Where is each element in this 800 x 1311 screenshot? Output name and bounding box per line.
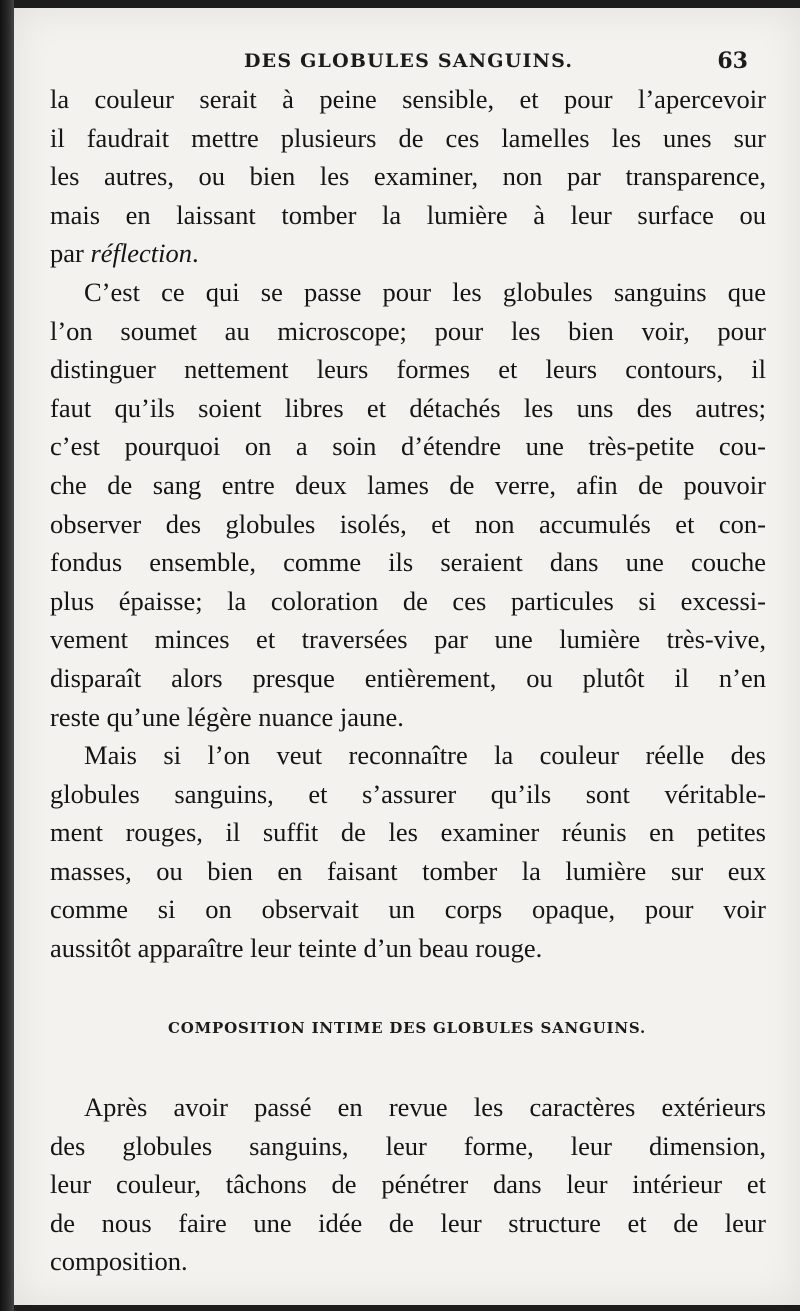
text-line: la couleur serait à peine sensible, et pour l’apercevoir xyxy=(50,84,766,114)
running-head-title: DES GLOBULES SANGUINS. xyxy=(244,50,574,72)
text-line: composition. xyxy=(50,1246,188,1277)
text-line: disparaît alors presque entièrement, ou plutôt il n’en xyxy=(50,662,766,693)
text-fragment: . xyxy=(192,238,199,269)
body-text-top xyxy=(50,80,766,968)
running-head xyxy=(14,46,800,80)
section-heading: COMPOSITION INTIME DES GLOBULES SANGUINS. xyxy=(168,1019,646,1037)
text-line: des globules sanguins, leur forme, leur dimension, xyxy=(50,1130,766,1161)
text-fragment: par xyxy=(50,238,91,269)
text-line: masses, ou bien en faisant tomber la lumière sur eux xyxy=(50,855,766,886)
text-line: observer des globules isolés, et non accumulés et con- xyxy=(50,508,766,539)
paragraph-4 xyxy=(50,1088,766,1281)
text-line: il faudrait mettre plusieurs de ces lamelles les unes sur xyxy=(50,122,766,153)
book-page xyxy=(14,8,800,1305)
text-line: distinguer nettement leurs formes et leurs contours, il xyxy=(50,354,766,385)
text-line: les autres, ou bien les examiner, non par transparence, xyxy=(50,161,766,192)
text-line: leur couleur, tâchons de pénétrer dans leur intérieur et xyxy=(50,1169,766,1200)
body-text-bottom xyxy=(50,1088,766,1281)
text-line: de nous faire une idée de leur structure et de leur xyxy=(50,1207,766,1238)
text-line: Mais si l’on veut reconnaître la couleur réelle des xyxy=(84,740,766,771)
text-line: mais en laissant tomber la lumière à leur surface ou xyxy=(50,199,766,230)
text-line: c’est pourquoi on a soin d’étendre une très-petite cou- xyxy=(50,431,766,462)
paragraph-1 xyxy=(50,80,766,273)
text-line: reste qu’une légère nuance jaune. xyxy=(50,701,404,732)
paragraph-3 xyxy=(50,736,766,968)
page-edge-shadow xyxy=(0,0,14,1311)
text-line: faut qu’ils soient libres et détachés les uns des autres; xyxy=(50,392,766,423)
text-line: ment rouges, il suffit de les examiner réunis en petites xyxy=(50,817,766,848)
text-line: comme si on observait un corps opaque, pour voir xyxy=(50,894,766,925)
text-line: globules sanguins, et s’assurer qu’ils sont véritable- xyxy=(50,778,766,809)
text-line: fondus ensemble, comme ils seraient dans une couche xyxy=(50,547,766,578)
italic-term: réflection xyxy=(90,238,193,269)
text-line: aussitôt apparaître leur teinte d’un beau rouge. xyxy=(50,933,543,964)
text-line xyxy=(50,234,766,273)
text-line: C’est ce qui se passe pour les globules sanguins que xyxy=(84,276,766,307)
text-line: vement minces et traversées par une lumière très-vive, xyxy=(50,624,766,655)
text-line: plus épaisse; la coloration de ces particules si excessi- xyxy=(50,585,766,616)
text-line: Après avoir passé en revue les caractères extérieurs xyxy=(84,1092,766,1122)
page-number: 63 xyxy=(717,48,748,74)
text-line: l’on soumet au microscope; pour les bien voir, pour xyxy=(50,315,766,346)
text-line: che de sang entre deux lames de verre, afin de pouvoir xyxy=(50,469,766,500)
paragraph-2 xyxy=(50,273,766,736)
